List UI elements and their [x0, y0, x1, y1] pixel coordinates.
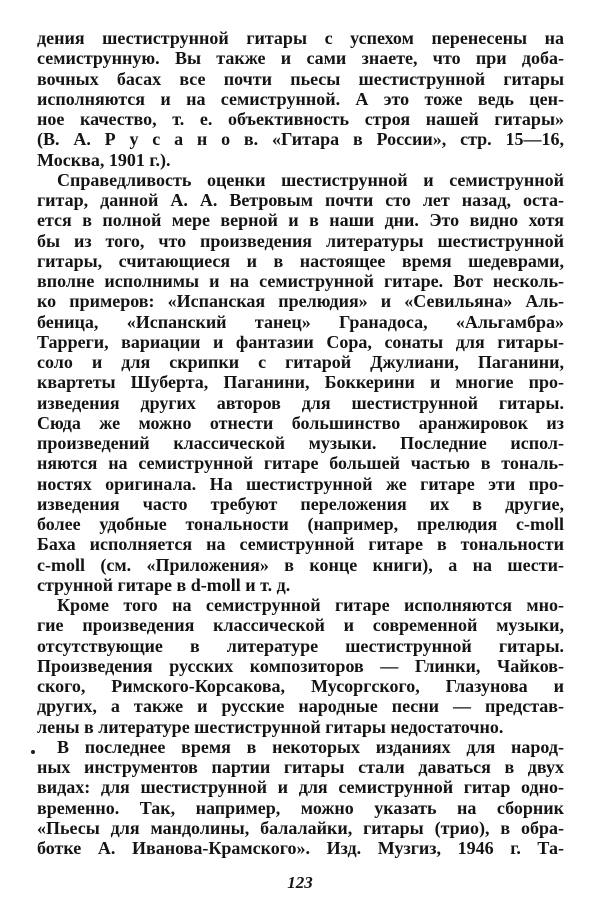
text-line: ностях оригинала. На шестиструнной же гитаре эти про- — [37, 473, 564, 494]
text-line: более удобные тональности (например, прелюдия c-moll — [37, 514, 564, 534]
text-line: Справедливость оценки шестиструнной и семиструнной — [57, 169, 564, 190]
paragraph — [37, 737, 564, 859]
text-line: семиструнную. Вы также и сами знаете, что при доба- — [37, 48, 564, 69]
text-line: В последнее время в некоторых изданиях для народ- — [57, 736, 564, 757]
text-line: вполне исполнимы и на семиструнной гитаре. Вот несколь- — [37, 271, 564, 291]
text-line: гитары, считающиеся и в настоящее время шедеврами, — [37, 250, 564, 271]
text-line: Сюда же можно отнести большинство аранжировок из — [37, 412, 564, 433]
print-speck — [31, 750, 35, 754]
text-line: Произведения русских композиторов — Глинки, Чайков- — [37, 655, 564, 676]
text-line: «Пьесы для мандолины, балалайки, гитары (трио), в обра- — [37, 817, 564, 838]
text-line: временно. Так, например, можно указать на сборник — [37, 797, 564, 818]
paragraph — [37, 595, 564, 737]
page-number: 123 — [287, 873, 313, 892]
text-line: других, а также и русские народные песни — представ- — [37, 696, 564, 717]
text-line: вочных басах все почти пьесы шестиструнной гитары — [37, 68, 564, 89]
text-line: Москва, 1901 г.). — [37, 149, 171, 170]
text-line: отсутствующие в литературе шестиструнной гитары. — [37, 635, 564, 656]
text-line: изведения часто требуют переложения их в другие, — [37, 493, 564, 514]
text-line: c-moll (см. «Приложения» в конце книги), а на шести- — [37, 554, 564, 575]
text-line: ных инструментов партии гитары стали даваться в двух — [37, 757, 564, 777]
text-line: квартеты Шуберта, Паганини, Боккерини и многие про- — [37, 372, 564, 393]
paragraph — [37, 28, 564, 170]
text-line: струнной гитаре в d-moll и т. д. — [37, 574, 291, 595]
text-line: ется в полной мере верной и в наши дни. Это видно хотя — [37, 210, 564, 231]
page-body — [37, 28, 564, 858]
text-line: Кроме того на семиструнной гитаре исполняются мно- — [57, 595, 564, 615]
text-line: гие произведения классической и современной музыки, — [37, 615, 564, 636]
text-line: ное качество, т. е. объективность строя нашей гитары» — [37, 109, 564, 129]
text-line: (В. А. Р у с а н о в. «Гитара в России», стр. 15—16, — [37, 129, 564, 150]
paragraph — [37, 170, 564, 595]
text-line: ко примеров: «Испанская прелюдия» и «Севильяна» Аль- — [37, 291, 564, 312]
text-line: изведения других авторов для шестиструнной гитары. — [37, 392, 564, 413]
text-line: соло и для скрипки с гитарой Джулиани, Паганини, — [37, 352, 564, 372]
text-line: Тарреги, вариации и фантазии Сора, сонаты для гитары- — [37, 331, 564, 352]
text-line: беница, «Испанский танец» Гранадоса, «Альгамбра» — [37, 311, 564, 332]
text-line: Баха исполняется на семиструнной гитаре в тональности — [37, 534, 564, 555]
text-line: дения шестиструнной гитары с успехом перенесены на — [37, 28, 564, 48]
text-line: ботке А. Иванова-Крамского». Изд. Музгиз, 1946 г. Та- — [37, 838, 564, 858]
text-line: гитар, данной А. А. Ветровым почти сто лет назад, оста- — [37, 190, 564, 210]
text-line: лены в литературе шестиструнной гитары недостаточно. — [37, 716, 504, 737]
text-line: видах: для шестиструнной и для семиструнной гитар одно- — [37, 777, 564, 798]
text-line: произведений классической музыки. Последние испол- — [37, 433, 564, 453]
text-line: ского, Римского-Корсакова, Мусоргского, Глазунова и — [37, 676, 564, 696]
text-line: няются на семиструнной гитаре большей частью в тональ- — [37, 453, 564, 474]
text-line: бы из того, что произведения литературы шестиструнной — [37, 230, 564, 251]
text-line: исполняются и на семиструнной. А это тоже ведь цен- — [37, 88, 564, 109]
